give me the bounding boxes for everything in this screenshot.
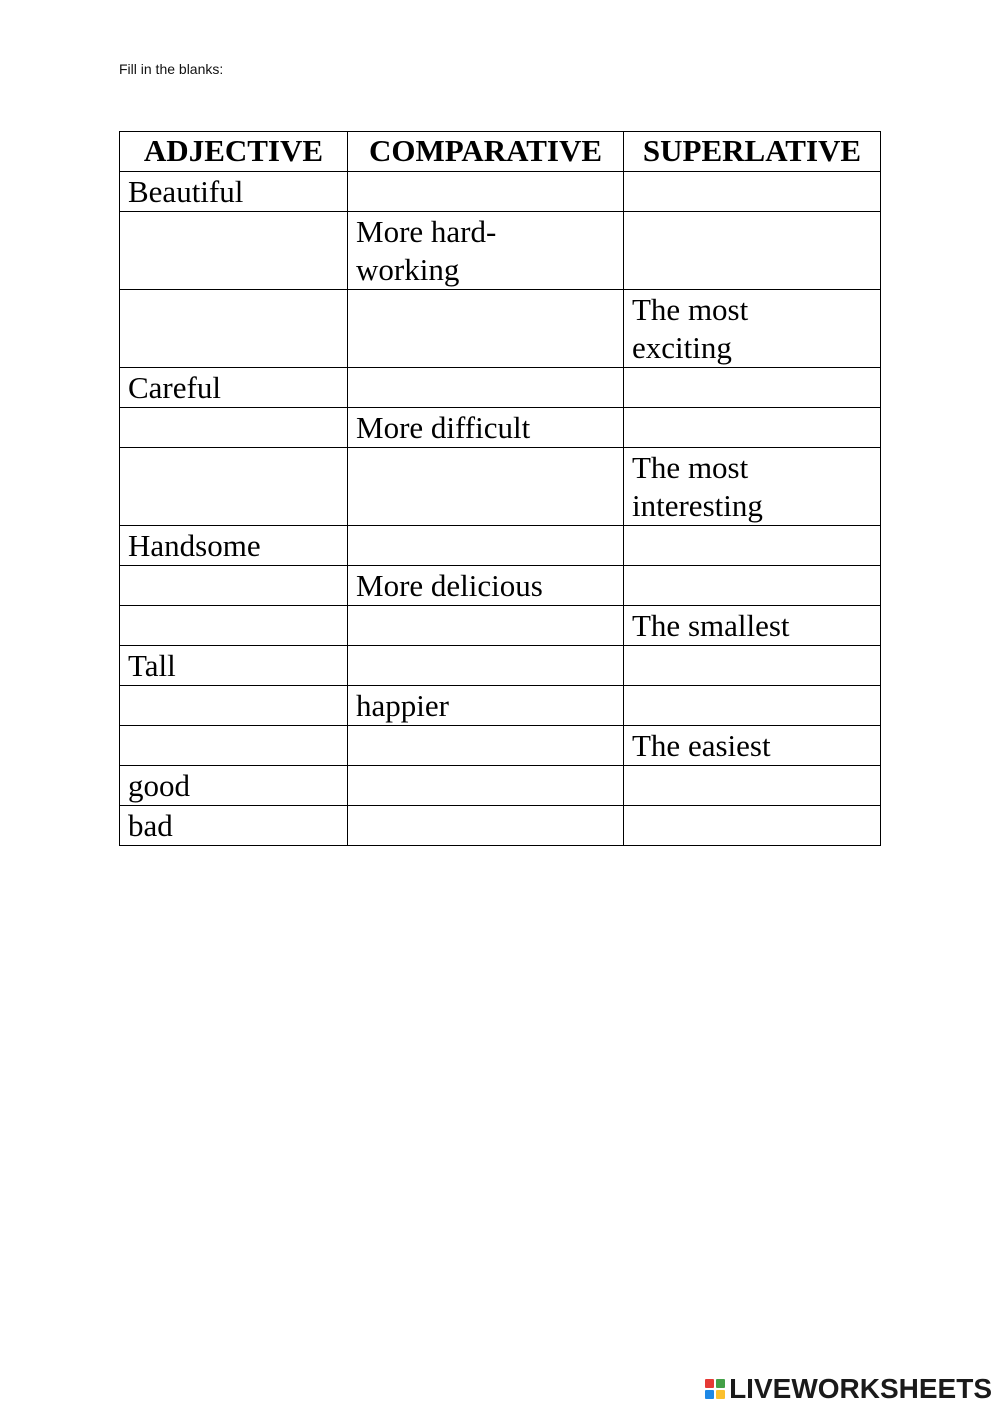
liveworksheets-brand [705, 1373, 992, 1405]
cell-comparative: More delicious [348, 566, 624, 606]
blank-cell-superlative[interactable] [624, 172, 881, 212]
table-row [120, 172, 881, 212]
table-row [120, 212, 881, 290]
logo-square [716, 1379, 725, 1388]
blank-cell-comparative[interactable] [348, 290, 624, 368]
cell-comparative: More hard- working [348, 212, 624, 290]
table-row [120, 766, 881, 806]
cell-adjective: good [120, 766, 348, 806]
blank-cell-comparative[interactable] [348, 526, 624, 566]
cell-superlative: The smallest [624, 606, 881, 646]
cell-adjective: Careful [120, 368, 348, 408]
adjective-forms-table [119, 131, 881, 846]
brand-wordmark: LIVEWORKSHEETS [729, 1373, 992, 1404]
cell-comparative: happier [348, 686, 624, 726]
blank-cell-comparative[interactable] [348, 646, 624, 686]
blank-cell-adjective[interactable] [120, 726, 348, 766]
blank-cell-adjective[interactable] [120, 606, 348, 646]
blank-cell-superlative[interactable] [624, 766, 881, 806]
blank-cell-adjective[interactable] [120, 448, 348, 526]
table-row [120, 408, 881, 448]
blank-cell-comparative[interactable] [348, 806, 624, 846]
table-row [120, 646, 881, 686]
blank-cell-comparative[interactable] [348, 726, 624, 766]
blank-cell-superlative[interactable] [624, 368, 881, 408]
blank-cell-superlative[interactable] [624, 408, 881, 448]
table-row [120, 368, 881, 408]
blank-cell-superlative[interactable] [624, 566, 881, 606]
cell-adjective: Handsome [120, 526, 348, 566]
table-header-row [120, 132, 881, 172]
blank-cell-comparative[interactable] [348, 766, 624, 806]
table-row [120, 686, 881, 726]
blank-cell-superlative[interactable] [624, 646, 881, 686]
cell-superlative: The most exciting [624, 290, 881, 368]
cell-adjective: bad [120, 806, 348, 846]
blank-cell-superlative[interactable] [624, 212, 881, 290]
blank-cell-superlative[interactable] [624, 686, 881, 726]
instruction-text: Fill in the blanks: [119, 61, 224, 77]
table-row [120, 526, 881, 566]
logo-square [705, 1379, 714, 1388]
table-body [120, 172, 881, 846]
blank-cell-comparative[interactable] [348, 368, 624, 408]
cell-superlative: The most interesting [624, 448, 881, 526]
table-row [120, 566, 881, 606]
blank-cell-comparative[interactable] [348, 606, 624, 646]
blank-cell-superlative[interactable] [624, 526, 881, 566]
header-adjective: ADJECTIVE [120, 132, 348, 172]
blank-cell-adjective[interactable] [120, 686, 348, 726]
header-superlative: SUPERLATIVE [624, 132, 881, 172]
liveworksheets-logo-icon [705, 1379, 725, 1399]
cell-adjective: Beautiful [120, 172, 348, 212]
blank-cell-adjective[interactable] [120, 408, 348, 448]
blank-cell-adjective[interactable] [120, 290, 348, 368]
blank-cell-comparative[interactable] [348, 448, 624, 526]
table-row [120, 726, 881, 766]
blank-cell-adjective[interactable] [120, 566, 348, 606]
cell-adjective: Tall [120, 646, 348, 686]
table-row [120, 448, 881, 526]
table-row [120, 806, 881, 846]
table-row [120, 606, 881, 646]
blank-cell-adjective[interactable] [120, 212, 348, 290]
blank-cell-superlative[interactable] [624, 806, 881, 846]
logo-square [716, 1390, 725, 1399]
logo-square [705, 1390, 714, 1399]
cell-comparative: More difficult [348, 408, 624, 448]
table-row [120, 290, 881, 368]
cell-superlative: The easiest [624, 726, 881, 766]
blank-cell-comparative[interactable] [348, 172, 624, 212]
header-comparative: COMPARATIVE [348, 132, 624, 172]
